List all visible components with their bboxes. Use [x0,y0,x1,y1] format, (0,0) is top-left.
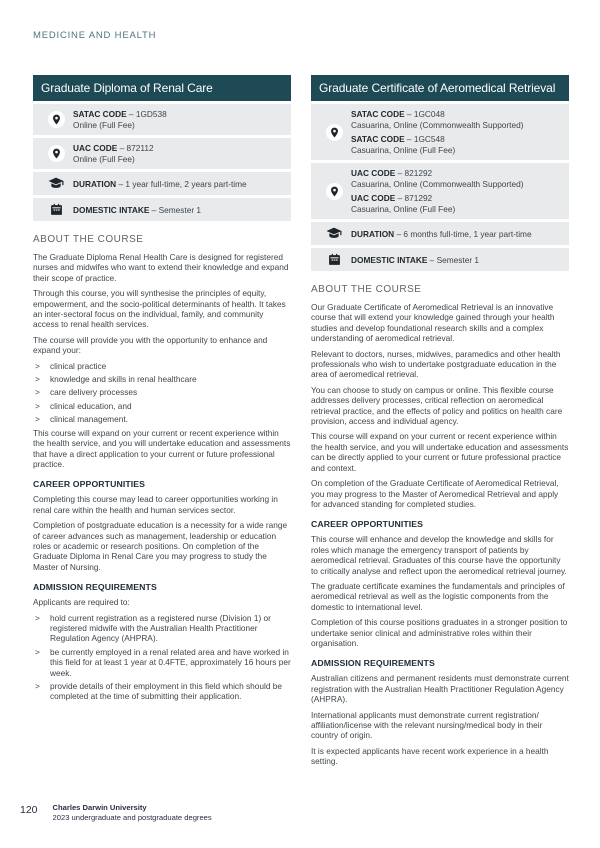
info-entry-detail: Casuarina, Online (Commonwealth Supported) [351,120,524,130]
paragraph: Relevant to doctors, nurses, midwives, paramedics and other health professionals who wish to undertake postgraduate education in the area of aeromedical retrieval. [311,348,561,380]
info-entry-value: – Semester 1 [149,204,202,215]
bullet-item [33,374,291,384]
info-entry [351,134,563,155]
info-entry-line [351,255,563,265]
info-entry-detail: Casuarina, Online (Commonwealth Supported) [351,179,524,189]
calendar-icon [39,203,73,216]
bullet-text: clinical education, and [50,400,132,411]
paragraph: Our Graduate Certificate of Aeromedical Retrieval is an innovative course that will extend your knowledge gained through your health studies and develop foundational research skills and a complex understanding of aeromedical retrieval. [311,302,555,344]
section-heading-about-the-course: ABOUT THE COURSE [33,234,144,245]
bullet-list [33,361,291,425]
info-entry [351,109,563,130]
info-row [33,198,291,221]
paragraph: Australian citizens and permanent residents must demonstrate current registration with the Australian Health Practitioner Regulation Agency (AHPRA). [311,673,569,705]
info-entry-value: – 821292 [395,168,433,178]
section-heading-about-the-course: ABOUT THE COURSE [311,284,422,295]
footer-text [53,803,212,822]
page-number: 120 [20,804,38,816]
location-pin-icon [317,183,351,200]
info-entry-label: DURATION [351,228,395,239]
info-entry-label: UAC CODE [351,168,396,178]
course-info-box [33,104,291,221]
location-pin-icon [39,111,73,128]
category-label: MEDICINE AND HEALTH [33,30,157,41]
info-entry [73,179,285,189]
course-column-right [311,75,569,772]
info-entry-label: SATAC CODE [73,109,127,119]
info-entry-line [351,229,563,239]
info-entry-label: DURATION [73,178,117,189]
bullet-item [33,414,291,424]
info-row [33,104,291,135]
info-entry-value: – 1GC548 [404,134,445,144]
info-entry-detail: Online (Full Fee) [73,154,135,164]
paragraph: This course will expand on your current or recent experience within the health service, and you will undertake education and assessments that have a direct application to your current or future professional practice. [33,427,291,469]
bullet-marker: > [35,646,40,657]
info-entry-line [73,205,285,215]
info-entry-line [73,143,285,153]
info-entry-label: UAC CODE [351,193,396,203]
course-title: Graduate Certificate of Aeromedical Retrieval [311,75,569,101]
bullet-list [33,613,291,702]
info-entry-value: – 1 year full-time, 2 years part-time [116,178,247,189]
location-pin-icon [39,145,73,162]
info-row [33,138,291,169]
bullet-marker: > [35,360,40,371]
info-entry-detail: Casuarina, Online (Full Fee) [351,204,456,214]
paragraph: International applicants must demonstrate current registration/ affiliation/license with the relevant nursing/medical body in their country of origin. [311,709,543,741]
info-text [351,255,563,265]
info-entry-value: – 6 months full-time, 1 year part-time [394,228,532,239]
info-entry-label: UAC CODE [73,143,118,153]
bullet-marker: > [35,400,40,411]
info-entry-value: – 1GD538 [126,109,167,119]
info-entry-detail: Casuarina, Online (Full Fee) [351,145,456,155]
info-entry-value: – 1GC048 [404,109,445,119]
paragraph: Through this course, you will synthesise the principles of equity, empowerment, and the socio-political determinants of health. It takes an inter-sectoral focus on the individual, family, and community access to renal health services. [33,288,286,330]
info-entry [73,205,285,215]
paragraph: Applicants are required to: [33,597,130,608]
bullet-text: clinical management. [50,414,128,425]
info-row [33,172,291,195]
info-entry [351,229,563,239]
info-entry-label: DOMESTIC INTAKE [73,204,150,215]
section-heading-career-opportunities: CAREER OPPORTUNITIES [311,519,424,530]
info-entry [73,109,285,130]
bullet-item [33,647,291,678]
info-row [311,104,569,160]
info-entry [351,255,563,265]
bullet-text: clinical practice [50,360,107,371]
info-row [311,248,569,271]
info-entry-line [351,134,563,144]
bullet-marker: > [35,414,40,425]
section-heading-admission-requirements: ADMISSION REQUIREMENTS [311,658,435,669]
info-entry-detail: Online (Full Fee) [73,120,135,130]
bullet-text: provide details of their employment in this field which should be completed at the time of submitting their application. [50,681,282,702]
course-columns [33,75,569,772]
info-entry-line [73,109,285,119]
paragraph: On completion of the Graduate Certificate of Aeromedical Retrieval, you may progress to the Master of Aeromedical Retrieval and apply for advanced standing for completed studies. [311,478,559,509]
info-entry [73,143,285,164]
bullet-item [33,401,291,411]
info-entry-value: – Semester 1 [427,254,480,265]
section-heading-admission-requirements: ADMISSION REQUIREMENTS [33,582,157,593]
info-text [351,168,563,214]
bullet-text: knowledge and skills in renal healthcare [50,374,197,385]
bullet-text: be currently employed in a renal related area and have worked in this field for at least 1 year at 0.4FTE, approximately 16 hours per week. [50,646,291,678]
footer-org: Charles Darwin University [52,803,147,812]
paragraph: It is expected applicants have recent work experience in a health setting. [311,745,549,767]
info-entry-label: SATAC CODE [351,109,405,119]
info-row [311,163,569,219]
info-text [73,205,285,215]
paragraph: The course will provide you with the opportunity to enhance and expand your: [33,334,268,356]
bullet-marker: > [35,681,40,691]
paragraph: Completion of this course positions graduates in a stronger position to undertake senior clinical and administrative roles within their organisation. [311,617,568,648]
bullet-item [33,613,291,644]
info-entry-line [351,193,563,203]
info-entry-label: DOMESTIC INTAKE [351,254,428,265]
bullet-text: hold current registration as a registered nurse (Division 1) or registered midwife with the Australian Health Practitioner Regulation Agency (AHPRA). [50,612,271,644]
bullet-item [33,361,291,371]
paragraph: The graduate certificate examines the fundamentals and principles of aeromedical retrieval as well as the logistic components from the domestic to international level. [311,580,565,612]
course-title: Graduate Diploma of Renal Care [33,75,291,101]
bullet-item [33,681,291,702]
paragraph: Completion of postgraduate education is a necessity for a wide range of career advances such as management, leadership or education roles or academic or research positions. On completion of the Graduate Diploma in Renal Care you may progress to study the Master of Nursing. [33,520,288,572]
info-text [351,229,563,239]
bullet-item [33,387,291,397]
location-pin-icon [317,124,351,141]
bullet-marker: > [35,374,40,385]
footer-subtitle: 2023 undergraduate and postgraduate degrees [52,812,212,822]
info-entry-label: SATAC CODE [351,134,405,144]
bullet-text: care delivery processes [50,387,138,398]
graduation-cap-icon [39,177,73,190]
info-entry [351,193,563,214]
calendar-icon [317,253,351,266]
info-entry-line [351,109,563,119]
info-entry-value: – 871292 [395,193,433,203]
paragraph: You can choose to study on campus or online. This flexible course addresses delivery processes, critical reflection on aeromedical retrieval practice, and the effects of policy and politics on health care provision, access and individual agency. [311,384,563,427]
graduation-cap-icon [317,227,351,240]
info-text [73,143,285,164]
info-entry [351,168,563,189]
info-row [311,222,569,245]
bullet-marker: > [35,387,40,398]
course-column-left [33,75,291,772]
paragraph: Completing this course may lead to career opportunities working in renal care within the health and human services sector. [33,494,278,515]
info-entry-line [73,179,285,189]
page-footer [20,803,212,822]
paragraph: This course will expand on your current or recent experience within the health service, and you will undertake education and assessments can be directly applied to your current or future professional practice and context. [311,431,569,473]
section-heading-career-opportunities: CAREER OPPORTUNITIES [33,479,146,490]
info-entry-line [351,168,563,178]
paragraph: This course will enhance and develop the knowledge and skills for roles which manage the emergency transport of patients by aeromedical retrieval. Graduates of this course have the opportunity to critically analyse and reflect upon the aeromedical retrieval journey. [311,534,567,576]
info-entry-value: – 872112 [117,143,154,153]
info-text [351,109,563,155]
bullet-marker: > [35,612,40,623]
paragraph: The Graduate Diploma Renal Health Care is designed for registered nurses and midwifes who want to extend their knowledge and expand their scope of practice. [33,252,289,283]
course-info-box [311,104,569,271]
info-text [73,179,285,189]
info-text [73,109,285,130]
